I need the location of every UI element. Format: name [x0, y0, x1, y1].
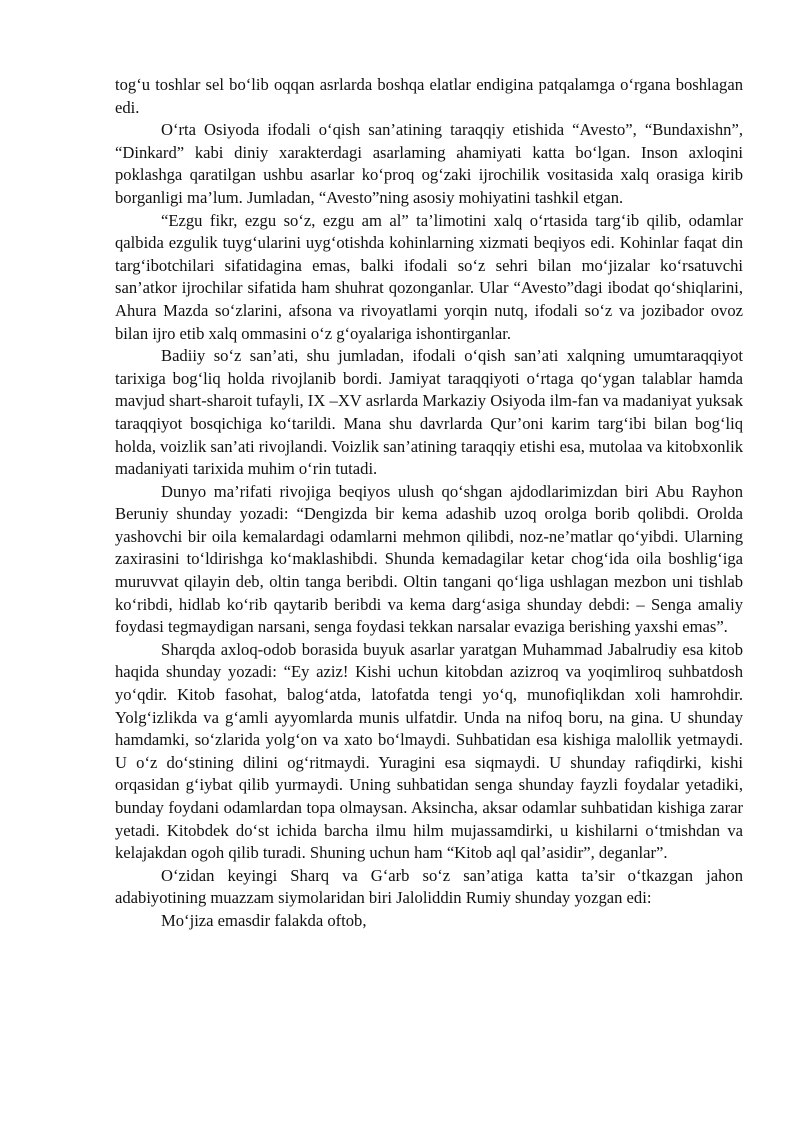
- paragraph-avesto-significance: O‘rta Osiyoda ifodali o‘qish san’atining taraqqiy etishida “Avesto”, “Bundaxishn”, “Dinkard” kabi diniy xarakterdagi asarlaming ahamiyati katta bo‘lgan. Inson axloqini poklashga qaratilgan ushbu asarlar ko‘proq og‘zaki ijrochilik vositasida xalq orasiga kirib borganligi ma’lum. Jumladan, “Avesto”ning asosiy mohiyatini tashkil etgan.: [115, 120, 743, 207]
- paragraph-jabalrudiy-quote: Sharqda axloq-odob borasida buyuk asarlar yaratgan Muhammad Jabalrudiy esa kitob haqida shunday yozadi: “Ey aziz! Kishi uchun kitobdan azizroq va yoqimliroq suhbatdosh yo‘qdir. Kitob fasohat, balog‘atda, latofatda tengi yo‘q, munofiqlikdan xoli hamrohdir. Yolg‘izlikda va g‘amli ayyomlarda munis ulfatdir. Unda na nifoq boru, na gina. U shunday hamdamki, so‘zlarida yolg‘on va xato bo‘lmaydi. Suhbatidan esa kishiga malollik yetmaydi. U o‘z do‘stining dilini og‘ritmaydi. Yuragini esa siqmaydi. U shunday rafiqdirki, kishi orqasidan g‘iybat qilib yurmaydi. Uning suhbatidan senga shunday fayzli foydalar yetadiki, bunday foydani odamlardan topa olmaysan. Aksincha, aksar odamlar suhbatidan kishiga zarar yetadi. Kitobdek do‘st ichida barcha ilmu hilm mujassamdirki, u kishilarni o‘tmishdan va kelajakdan ogoh qilib turadi. Shuning uchun ham “Kitob aql qal’asidir”, deganlar”.: [115, 639, 743, 863]
- document-page: [115, 74, 743, 933]
- paragraph-beruniy-story: Dunyo ma’rifati rivojiga beqiyos ulush qo‘shgan ajdodlarimizdan biri Abu Rayhon Beruniy shunday yozadi: “Dengizda bir kema adashib uzoq orolga borib qolibdi. Orolda yashovchi bir oila kemalardagi odamlarni mehmon qilibdi, noz-ne’matlar qo‘yibdi. Ularning zaxirasini to‘ldirishga ko‘maklashibdi. Shunda kemadagilar ketar chog‘ida oila boshlig‘iga muruvvat qilayin deb, oltin tanga beribdi. Oltin tangani qo‘liga ushlagan mezbon uni tishlab ko‘ribdi, hidlab ko‘rib qaytarib beribdi va kema darg‘asiga shunday debdi: – Senga amaliy foydasi tegmaydigan narsani, senga foydasi tekkan narsalar evaziga berishing yaxshi emas”.: [115, 481, 743, 637]
- paragraph-rumiy-intro: O‘zidan keyingi Sharq va G‘arb so‘z san’atiga katta ta’sir o‘tkazgan jahon adabiyotining muazzam siymolaridan biri Jaloliddin Rumiy shunday yozgan edi:: [115, 865, 743, 908]
- paragraph-continuation: tog‘u toshlar sel bo‘lib oqqan asrlarda boshqa elatlar endigina patqalamga o‘rgana boshlagan edi.: [115, 75, 743, 117]
- paragraph-artistic-word: Badiiy so‘z san’ati, shu jumladan, ifodali o‘qish san’ati xalqning umumtaraqqiyot tarixiga bog‘liq holda rivojlanib bordi. Jamiyat taraqqiyoti o‘rtaga qo‘ygan talablar hamda mavjud shart-sharoit tufayli, IX –XV asrlarda Markaziy Osiyoda ilm-fan va madaniyat yuksak taraqqiyot bosqichiga ko‘tarildi. Mana shu davrlarda Qur’oni karim targ‘ibi bilan bog‘liq holda, voizlik san’ati rivojlandi. Voizlik san’atining taraqqiy etishi esa, mutolaa va kitobxonlik madaniyati tarixida muhim o‘rin tutadi.: [115, 346, 743, 479]
- paragraph-kohins: “Ezgu fikr, ezgu so‘z, ezgu am al” ta’limotini xalq o‘rtasida targ‘ib qilib, odamlar qalbida ezgulik tuyg‘ularini uyg‘otishda kohinlarning xizmati beqiyos edi. Kohinlar faqat din targ‘ibotchilari sifatidagina emas, balki ifodali so‘z sehri bilan mo‘jizalar ko‘rsatuvchi san’atkor ijrochilar sifatida ham shuhrat qozonganlar. Ular “Avesto”dagi ibodat qo‘shiqlarini, Ahura Mazda so‘zlarini, afsona va rivoyatlami yorqin nutq, ifodali so‘z va jozibador ovoz bilan ijro etib xalq ommasini o‘z g‘oyalariga ishontirganlar.: [115, 210, 743, 343]
- verse-line: Mo‘jiza emasdir falakda oftob,: [161, 910, 367, 930]
